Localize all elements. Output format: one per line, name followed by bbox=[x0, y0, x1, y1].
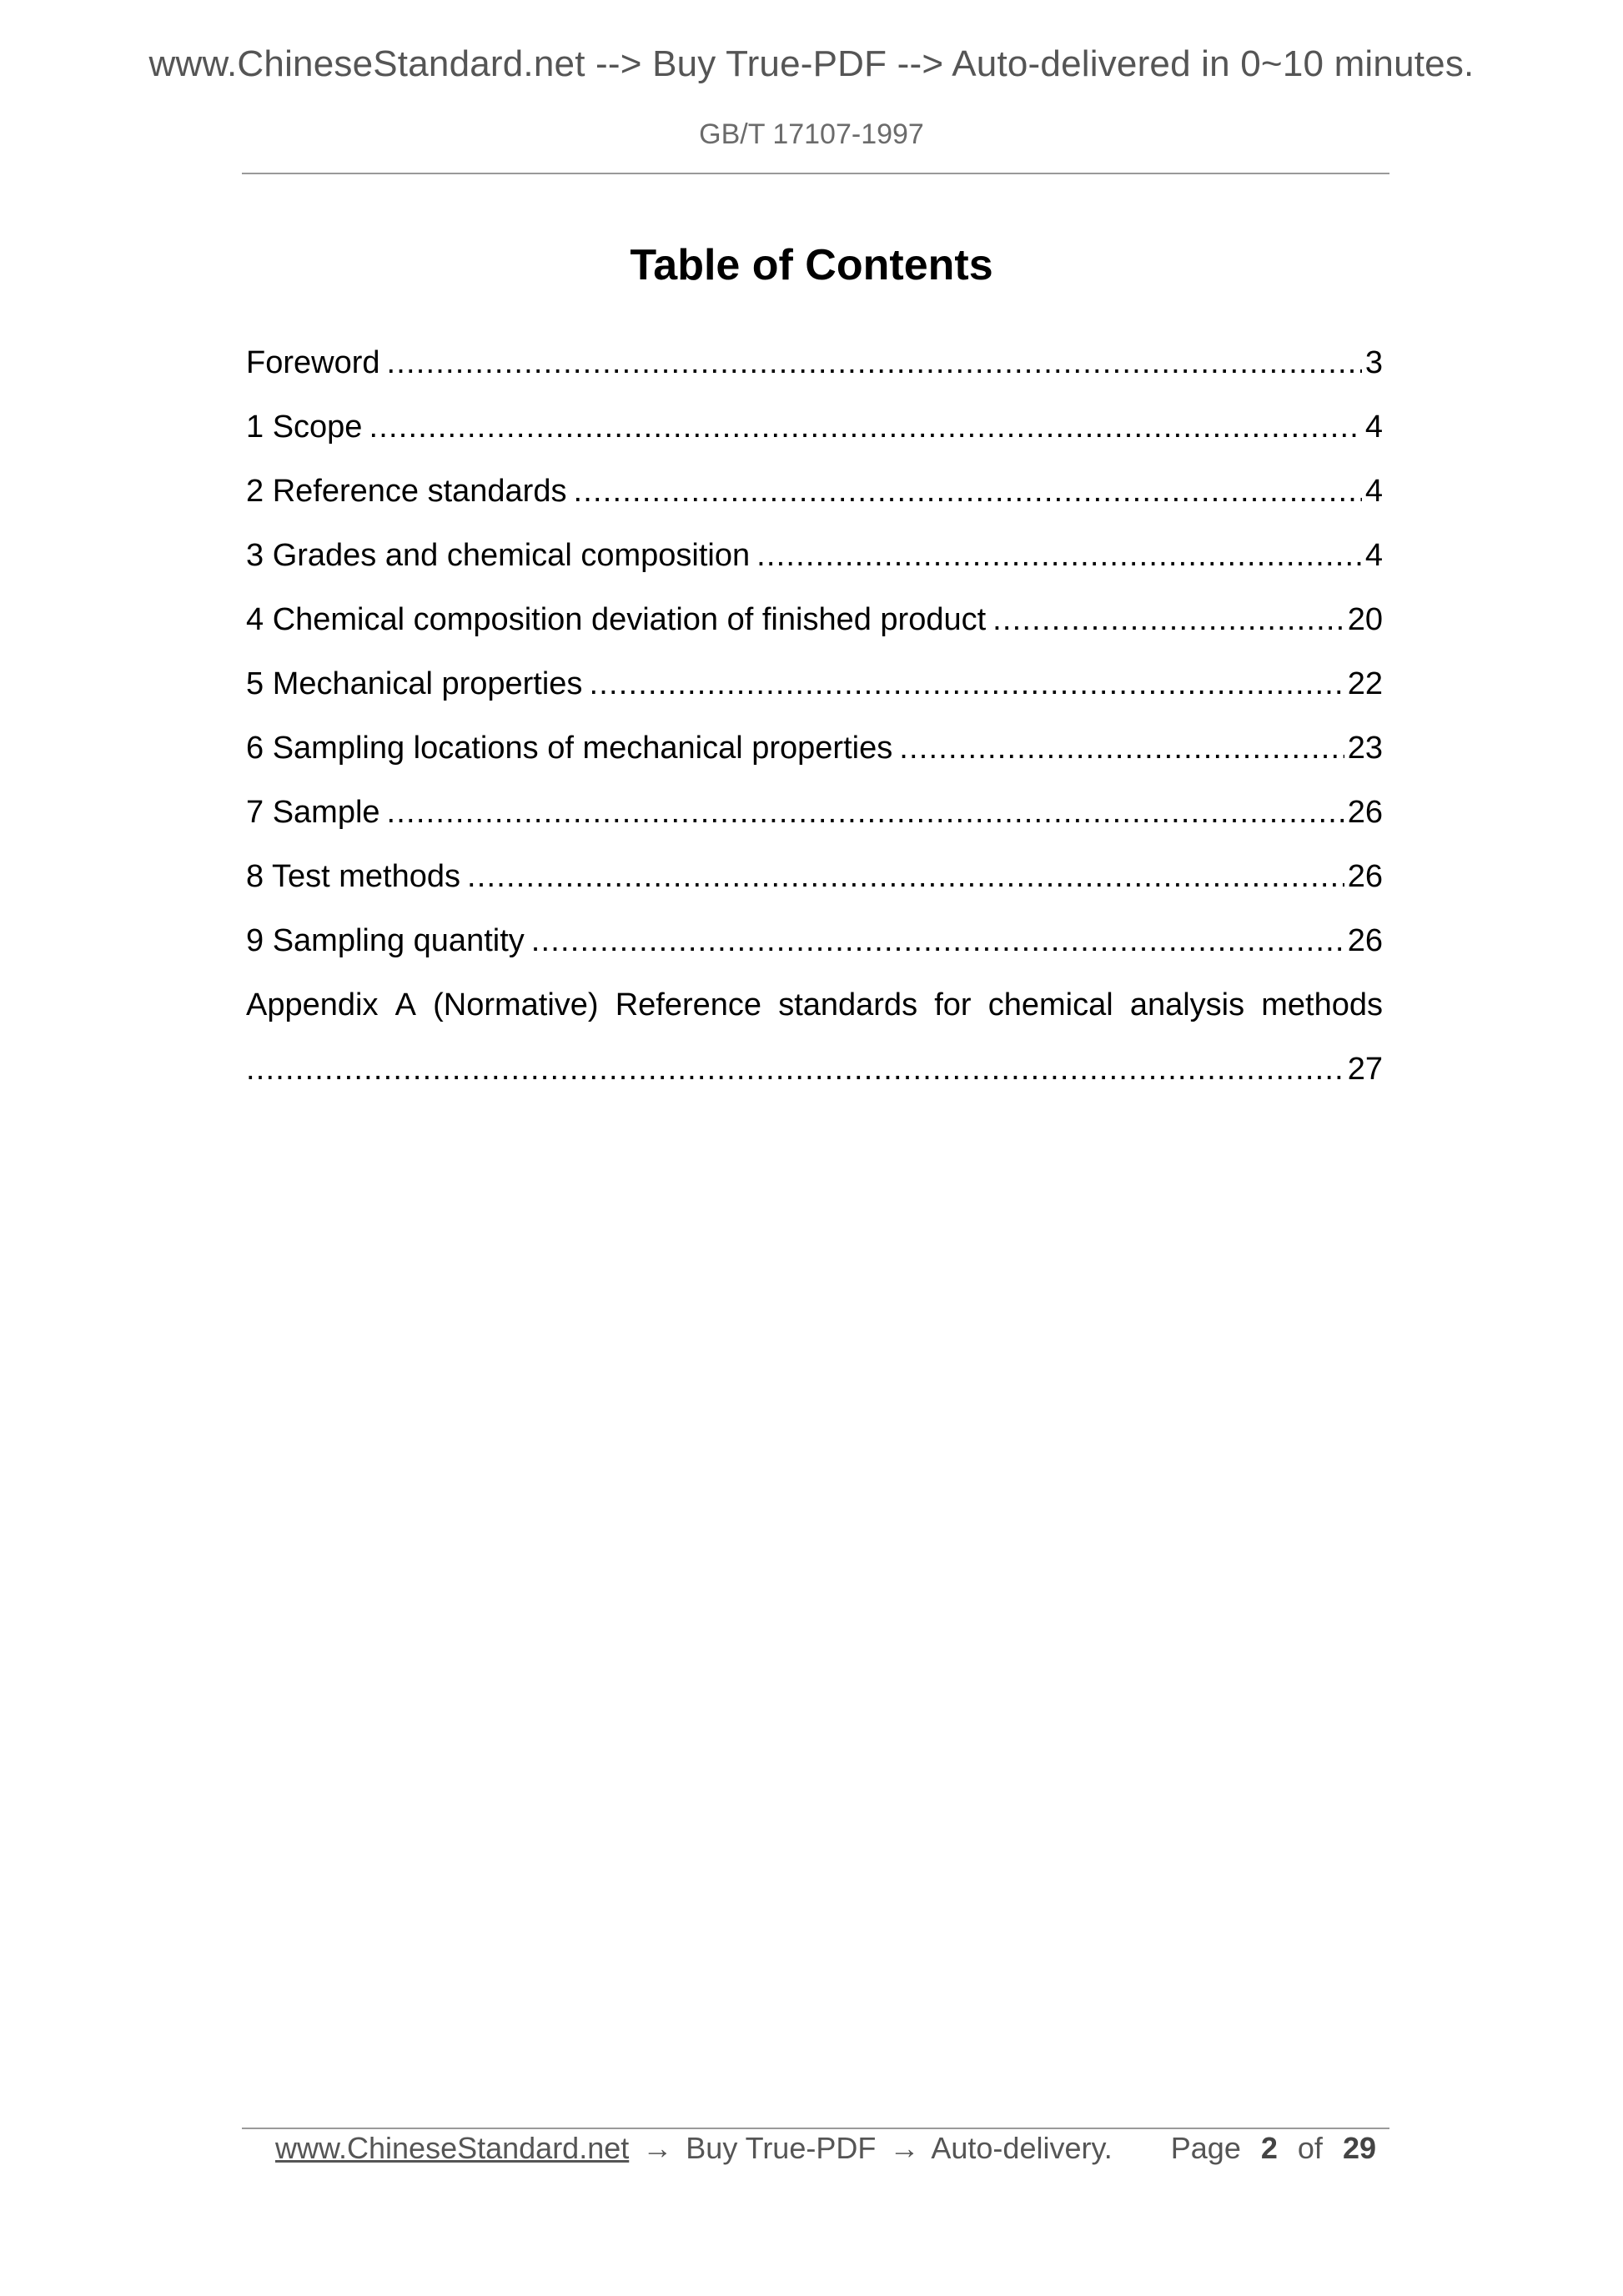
top-banner: www.ChineseStandard.net --> Buy True-PDF --> Auto-delivered in 0~10 minutes. bbox=[148, 43, 1475, 84]
toc-entry-appendix-a[interactable] bbox=[246, 984, 1383, 1048]
toc-entry-page: 26 bbox=[1347, 923, 1383, 958]
toc-entry-sampling-quantity[interactable] bbox=[246, 920, 1383, 984]
toc-appendix-word: A bbox=[394, 987, 416, 1022]
toc-entry-label: 6 Sampling locations of mechanical properties bbox=[246, 731, 893, 766]
toc-appendix-word: chemical bbox=[987, 987, 1113, 1022]
toc-entry-label: 8 Test methods bbox=[246, 859, 461, 894]
header-divider bbox=[242, 173, 1389, 174]
toc-appendix-word: standards bbox=[778, 987, 918, 1022]
toc-entry-page: 26 bbox=[1347, 859, 1383, 894]
toc-entry-label: 9 Sampling quantity bbox=[246, 923, 525, 958]
page-total: 29 bbox=[1342, 2131, 1376, 2165]
toc-entry-page: 20 bbox=[1347, 602, 1383, 637]
arrow-right-icon: → bbox=[642, 2131, 673, 2165]
toc-leader-dots bbox=[589, 663, 1344, 705]
arrow-right-icon: → bbox=[889, 2131, 920, 2165]
toc-entry-page: 23 bbox=[1347, 731, 1383, 766]
toc-leader-dots bbox=[531, 920, 1344, 962]
toc-entry-sampling-locations[interactable] bbox=[246, 727, 1383, 791]
toc-entry-foreword[interactable] bbox=[246, 342, 1383, 406]
toc-leader-dots bbox=[899, 727, 1344, 769]
toc-entry-label: 2 Reference standards bbox=[246, 474, 567, 509]
toc-entry-page: 3 bbox=[1364, 345, 1383, 380]
toc-title: Table of Contents bbox=[630, 241, 993, 289]
page-of-label: of bbox=[1297, 2131, 1323, 2165]
toc-appendix-word: for bbox=[934, 987, 972, 1022]
toc-entry-label: 1 Scope bbox=[246, 409, 363, 445]
page-current: 2 bbox=[1260, 2131, 1278, 2165]
toc-entry-composition-deviation[interactable] bbox=[246, 599, 1383, 663]
toc-entry-scope[interactable] bbox=[246, 406, 1383, 470]
toc-entry-page: 27 bbox=[1347, 1052, 1383, 1087]
toc-appendix-word: Appendix bbox=[246, 987, 379, 1022]
toc-entry-grades-chemical-composition[interactable] bbox=[246, 535, 1383, 599]
toc-leader-dots bbox=[756, 535, 1362, 576]
toc-entry-page: 4 bbox=[1364, 409, 1383, 445]
toc-entry-label: 4 Chemical composition deviation of finished product bbox=[246, 602, 987, 637]
footer-website-link[interactable]: www.ChineseStandard.net bbox=[275, 2131, 630, 2165]
toc-entry-reference-standards[interactable] bbox=[246, 470, 1383, 535]
toc-leader-dots bbox=[573, 470, 1361, 512]
toc-entry-label: Foreword bbox=[246, 345, 380, 380]
toc-entry-label: 7 Sample bbox=[246, 795, 380, 830]
toc-entry-mechanical-properties[interactable] bbox=[246, 663, 1383, 727]
toc-leader-dots bbox=[387, 791, 1344, 833]
document-code: GB/T 17107-1997 bbox=[699, 118, 924, 150]
toc-entry-page: 26 bbox=[1347, 795, 1383, 830]
page-number bbox=[1171, 2131, 1376, 2166]
toc-entry-test-methods[interactable] bbox=[246, 856, 1383, 920]
toc-leader-dots bbox=[246, 1048, 1344, 1090]
toc-appendix-word: methods bbox=[1261, 987, 1383, 1022]
table-of-contents bbox=[246, 342, 1383, 1113]
footer-delivery-text: Auto-delivery. bbox=[931, 2131, 1113, 2165]
toc-leader-dots bbox=[467, 856, 1344, 897]
toc-entry-appendix-a-continued[interactable] bbox=[246, 1048, 1383, 1113]
toc-appendix-word: analysis bbox=[1129, 987, 1245, 1022]
footer-buy-text: Buy True-PDF bbox=[686, 2131, 877, 2165]
toc-entry-sample[interactable] bbox=[246, 791, 1383, 856]
toc-entry-label: 3 Grades and chemical composition bbox=[246, 538, 751, 573]
toc-entry-label: 5 Mechanical properties bbox=[246, 666, 583, 701]
toc-entry-page: 22 bbox=[1347, 666, 1383, 701]
toc-entry-page: 4 bbox=[1364, 474, 1383, 509]
toc-appendix-word: Reference bbox=[615, 987, 762, 1022]
footer-promo bbox=[275, 2131, 1113, 2166]
toc-entry-page: 4 bbox=[1364, 538, 1383, 573]
footer-divider bbox=[242, 2128, 1389, 2129]
toc-appendix-word: (Normative) bbox=[433, 987, 599, 1022]
toc-leader-dots bbox=[369, 406, 1361, 448]
page-footer bbox=[275, 2131, 1376, 2173]
toc-leader-dots bbox=[387, 342, 1362, 384]
page-label: Page bbox=[1170, 2131, 1241, 2165]
toc-leader-dots bbox=[992, 599, 1344, 641]
